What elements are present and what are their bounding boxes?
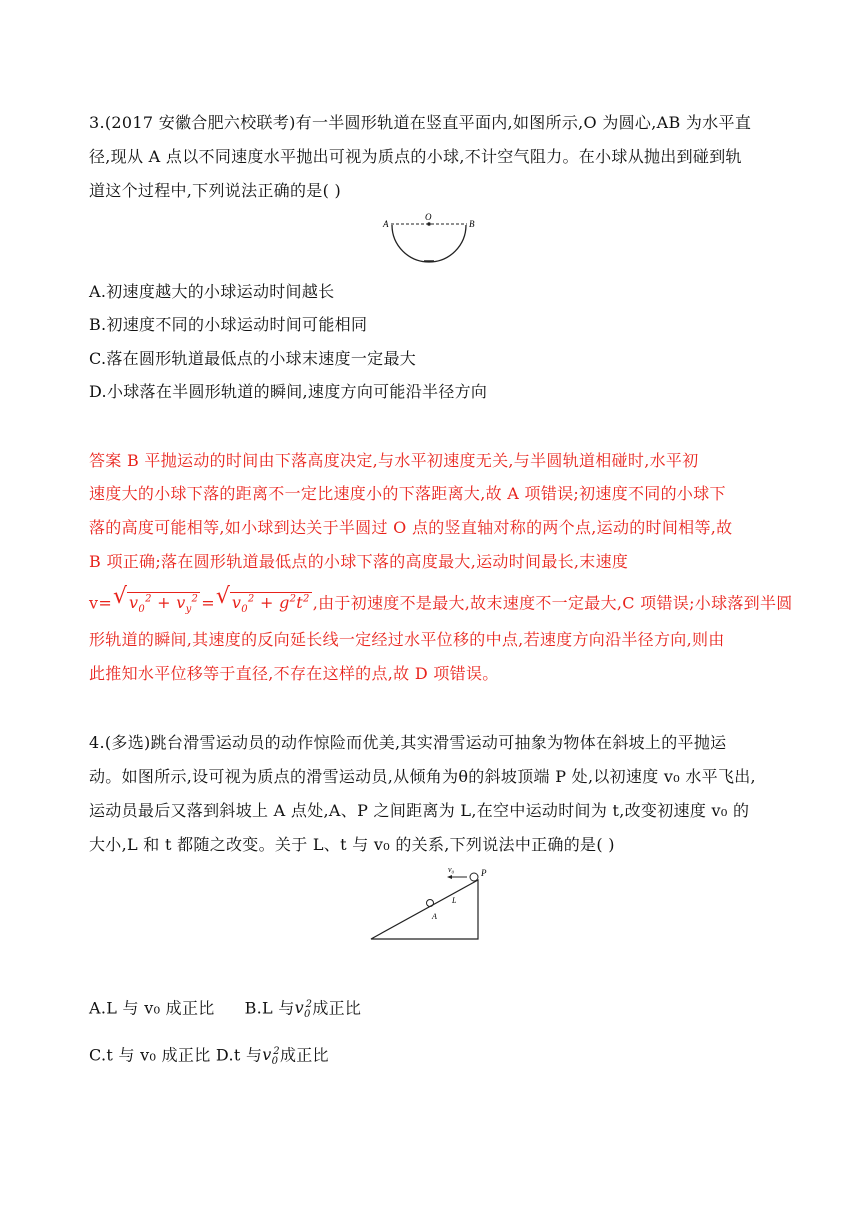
answer3-line3: 落的高度可能相等,如小球到达关于半圆过 O 点的竖直轴对称的两个点,运动的时间相等,故 [89, 518, 733, 537]
equals-sign: = [201, 593, 215, 613]
label-v0: v₀ [448, 865, 455, 874]
q3-option-c: C.落在圆形轨道最低点的小球末速度一定最大 [89, 349, 417, 368]
velocity-arrowhead-icon [447, 875, 452, 879]
center-point-o [427, 222, 431, 226]
q4-options-row2 [89, 1042, 329, 1073]
label-o: O [425, 212, 432, 222]
q4-stem-line3: 运动员最后又落到斜坡上 A 点处,A、P 之间距离为 L,在空中运动时间为 t,改变初速度 v₀ 的 [89, 801, 750, 820]
q3-stem-line2: 径,现从 A 点以不同速度水平抛出可视为质点的小球,不计空气阻力。在小球从抛出到碰到轨 [89, 147, 742, 166]
answer3-line1: 答案 B 平抛运动的时间由下落高度决定,与水平初速度无关,与半圆轨道相碰时,水平初 [89, 451, 699, 470]
q4-option-b-prefix: B.L 与 [244, 998, 295, 1018]
answer3-line5-tail: ,由于初速度不是最大,故末速度不一定最大,C 项错误;小球落到半圆 [312, 593, 793, 613]
answer3-line5 [89, 584, 793, 621]
q3-stem-line1: 3.(2017 安徽合肥六校联考)有一半圆形轨道在竖直平面内,如图所示,O 为圆心,AB 为水平直 [89, 113, 752, 132]
label-p: P [481, 868, 487, 878]
label-b: B [469, 219, 475, 229]
q4-stem-line4: 大小,L 和 t 都随之改变。关于 L、t 与 v₀ 的关系,下列说法中正确的是( ) [89, 835, 615, 854]
q3-option-b: B.初速度不同的小球运动时间可能相同 [89, 315, 368, 334]
q3-option-a: A.初速度越大的小球运动时间越长 [89, 282, 335, 301]
label-a: A [432, 912, 437, 921]
q4-stem-line2: 动。如图所示,设可视为质点的滑雪运动员,从倾角为θ的斜坡顶端 P 处,以初速度 v₀ 水平飞出, [89, 767, 756, 786]
answer3-line6: 形轨道的瞬间,其速度的反向延长线一定经过水平位移的中点,若速度方向沿半径方向,则由 [89, 630, 725, 649]
v0-squared-formula: $v_0^2$ [262, 1045, 280, 1068]
label-a: A [383, 219, 389, 229]
answer3-line4: B 项正确;落在圆形轨道最低点的小球下落的高度最大,运动时间最长,末速度 [89, 552, 629, 571]
sqrt-formula-1: √ $v_0^2 + v_y^2$ [113, 584, 199, 616]
q4-option-c: C.t 与 v₀ 成正比 [89, 1045, 211, 1065]
ski-slope-figure [368, 864, 498, 944]
slope-triangle [371, 880, 478, 939]
sqrt-formula-2: √ $v_0^2 + g^2t^2$ [215, 584, 310, 616]
skier-at-p [470, 873, 478, 881]
q4-stem-line1: 4.(多选)跳台滑雪运动员的动作惊险而优美,其实滑雪运动可抽象为物体在斜坡上的平抛运 [89, 733, 727, 752]
semicircle-track-figure [380, 212, 480, 268]
q4-options-row1 [89, 995, 361, 1026]
v0-squared-formula: $v_0^2$ [294, 998, 313, 1021]
answer3-line7: 此推知水平位移等于直径,不存在这样的点,故 D 项错误。 [89, 664, 499, 683]
q4-option-b-suffix: 成正比 [312, 998, 362, 1018]
q4-option-d-suffix: 成正比 [279, 1045, 329, 1065]
q3-stem-line3: 道这个过程中,下列说法正确的是( ) [89, 181, 342, 200]
skier-at-a [427, 900, 434, 907]
answer3-line2: 速度大的小球下落的距离不一定比速度小的下落距离大,故 A 项错误;初速度不同的小球下 [89, 484, 726, 503]
q4-option-a: A.L 与 v₀ 成正比 [89, 998, 215, 1018]
q3-option-d: D.小球落在半圆形轨道的瞬间,速度方向可能沿半径方向 [89, 382, 488, 401]
velocity-prefix: v= [89, 593, 113, 613]
label-l: L [452, 896, 457, 905]
semicircle-track [392, 225, 466, 262]
q4-option-d-prefix: D.t 与 [215, 1045, 263, 1065]
